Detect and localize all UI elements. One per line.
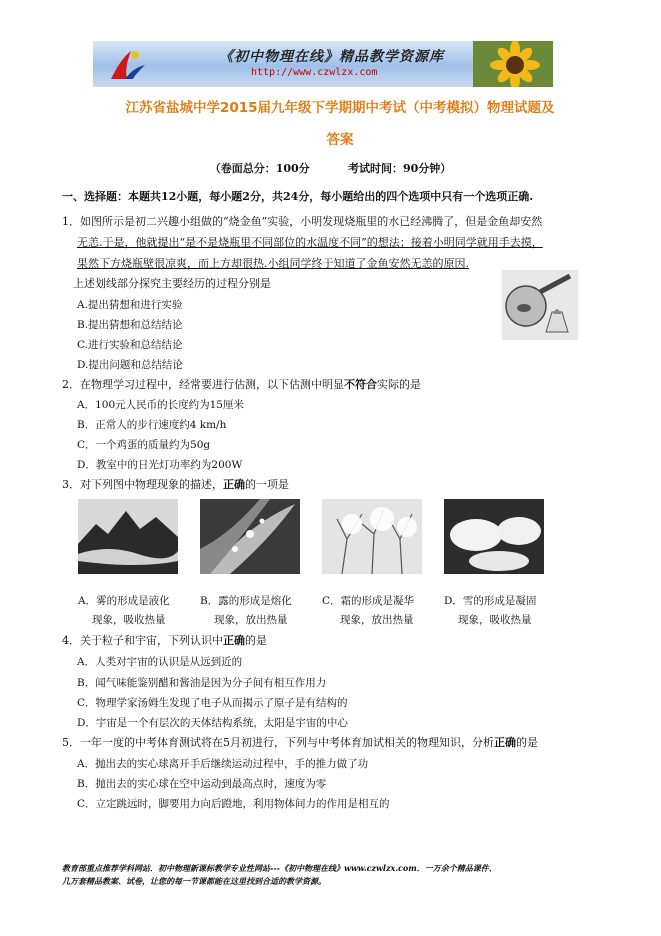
q3-option-a-line-2: 现象，吸收热量: [92, 614, 166, 626]
q2-stem: 2．在物理学习过程中，经常要进行估测，以下估测中明显不符合实际的是: [62, 378, 421, 391]
q1-option-d: D.提出问题和总结结论: [77, 359, 183, 371]
q5-option-b: B．抛出去的实心球在空中运动到最高点时，速度为零: [77, 778, 327, 790]
q1-line-1: 1．如图所示是初二兴趣小组做的“烧金鱼”实验，小明发现烧瓶里的水已经沸腾了，但是金鱼却安然: [62, 215, 543, 228]
q3-option-b-line-1: B．露的形成是熔化: [200, 595, 292, 607]
q1-line-3: 果然下方烧瓶壁很凉爽，而上方却很热.小组同学终于知道了金鱼安然无恙的原因.: [77, 257, 469, 270]
q1-option-b: B.提出猜想和总结结论: [77, 319, 183, 331]
q4-option-c: C．物理学家汤姆生发现了电子从而揭示了原子是有结构的: [77, 697, 348, 709]
header-banner: [93, 41, 553, 87]
footer-line-1: 教育部重点推荐学科网站．初中物理新课标教学专业性网站---《初中物理在线》www.czwlzx.com．一万余个精品课件、: [62, 863, 497, 873]
exam-info: （卷面总分：100分 考试时间：90分钟）: [209, 162, 452, 175]
section-heading: 一、选择题：本题共12小题，每小题2分，共24分，每小题给出的四个选项中只有一个选项正确.: [62, 190, 534, 203]
q2-option-a: A．100元人民币的长度约为15厘米: [77, 399, 244, 411]
q5-stem: 5．一年一度的中考体育测试将在5月初进行，下列与中考体育加试相关的物理知识，分析正确的是: [62, 736, 538, 749]
q4-stem: 4．关于粒子和宇宙，下列认识中正确的是: [62, 634, 267, 647]
q1-option-c: C.进行实验和总结结论: [77, 339, 183, 351]
q3-option-a-line-1: A．雾的形成是液化: [78, 595, 170, 607]
q3-option-d-line-1: D．雪的形成是凝固: [444, 595, 537, 607]
q5-option-c: C．立定跳远时，脚要用力向后蹬地，利用物体间力的作用是相互的: [77, 798, 390, 810]
banner-title: 《初中物理在线》精品教学资源库: [219, 49, 444, 65]
exam-title-line-2: 答案: [326, 132, 354, 148]
q4-option-a: A．人类对宇宙的认识是从远到近的: [77, 656, 243, 668]
snow-rocks-photo: [444, 499, 544, 574]
fog-mountain-photo: [78, 499, 178, 574]
q4-option-b: B．闻气味能鉴别醋和酱油是因为分子间有相互作用力: [77, 677, 327, 689]
q2-option-d: D．教室中的日光灯功率约为200W: [77, 459, 243, 471]
goldfish-flask-illustration: [502, 270, 578, 340]
q3-option-b-line-2: 现象，放出热量: [214, 614, 288, 626]
q5-option-a: A．抛出去的实心球离开手后继续运动过程中，手的推力做了功: [77, 758, 369, 770]
exam-title-line-1: 江苏省盐城中学2015届九年级下学期期中考试（中考模拟）物理试题及: [125, 100, 555, 116]
sunflower-icon: [473, 41, 553, 87]
q2-option-b: B．正常人的步行速度约4 km/h: [77, 419, 227, 431]
site-logo-icon: [107, 47, 147, 83]
q3-option-c-line-2: 现象，放出热量: [340, 614, 414, 626]
q3-option-c-line-1: C．霜的形成是凝华: [322, 595, 415, 607]
banner-url[interactable]: http://www.czwlzx.com: [251, 67, 378, 78]
q1-line-4: 上述划线部分探究主要经历的过程分别是: [73, 277, 271, 290]
dew-leaf-photo: [200, 499, 300, 574]
q4-option-d: D．宇宙是一个有层次的天体结构系统，太阳是宇宙的中心: [77, 717, 348, 729]
frost-tree-photo: [322, 499, 422, 574]
q1-line-2: 无恙.于是，他就提出“是不是烧瓶里不同部位的水温度不同”的想法；接着小明同学就用手去摸，: [77, 236, 543, 249]
q3-stem: 3．对下列图中物理现象的描述，正确的一项是: [62, 478, 289, 491]
page-footer: [62, 862, 632, 888]
q3-option-d-line-2: 现象，吸收热量: [458, 614, 532, 626]
q2-option-c: C．一个鸡蛋的质量约为50g: [77, 439, 211, 451]
footer-line-2: 几万套精品教案、试卷，让您的每一节课都能在这里找到合适的教学资源。: [62, 876, 326, 886]
q1-option-a: A.提出猜想和进行实验: [77, 299, 183, 311]
